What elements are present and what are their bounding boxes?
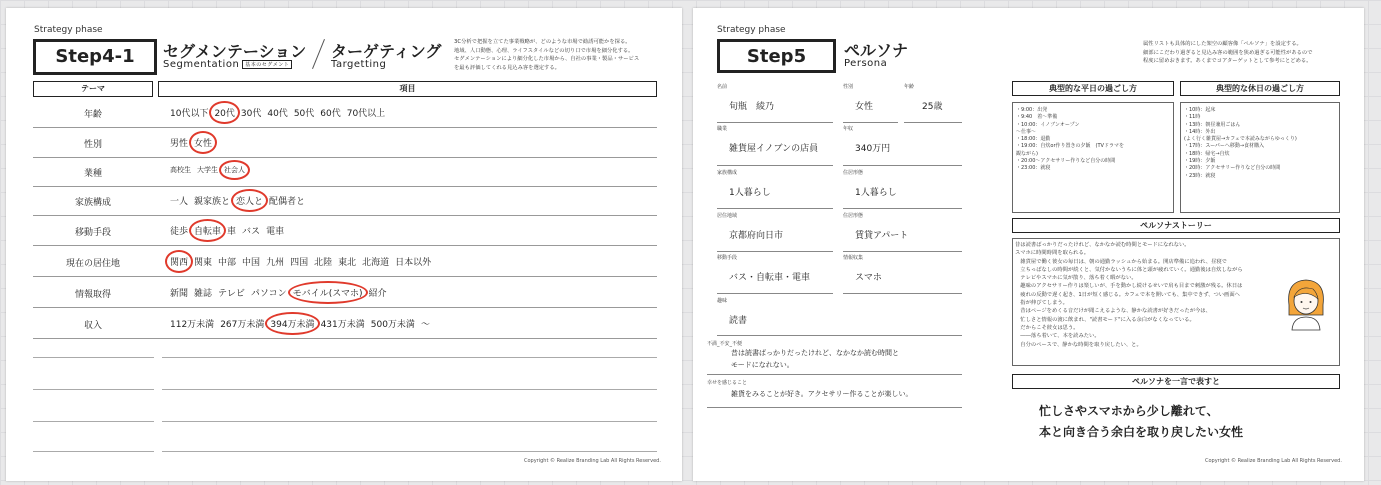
option: 431万未満 [320, 320, 365, 330]
weekday-item: ・19:00：自炊or作り置きの夕飯 (TVドラマを [1016, 143, 1124, 150]
story-line: ――落ち着いて、本を読みたい。 [1015, 333, 1100, 340]
row-options [170, 165, 251, 175]
weekday-schedule [1016, 107, 1124, 173]
option-selected: 自転車 [194, 224, 221, 237]
option: 大学生 [197, 166, 218, 174]
name-label: 名前 [717, 84, 728, 90]
page-description: 3C分析で把握を立てた事業戦略が、どのような市場で勧誘可能かを探る。 地域、人口動態、心理、ライフスタイルなどの切り口で市場を細分化する。 セグメンテーションにより細分化した市場から、自社の事業・製品・サービス を最も評価してくれる見込み客を選定する。 [454, 39, 640, 71]
subtitle-targeting: Targetting [331, 59, 387, 70]
age-value: 25歳 [922, 102, 943, 112]
story-line: 自分のペースで、静かな時間を取り戻したい、と。 [1015, 341, 1142, 348]
holiday-item: ・23時：就寝 [1184, 172, 1216, 179]
field-divider [717, 293, 833, 294]
story-line: 立ちっぱなしの時間が続くと、気付かないうちに体と頭が疲れていく。通勤後は自炊しながら [1015, 266, 1243, 273]
option: テレビ [218, 289, 245, 299]
row-options [170, 136, 218, 149]
option-selected: 関西 [170, 255, 188, 268]
info-label: 情報収集 [843, 255, 864, 261]
weekday-item: ・9:00：出発 [1016, 107, 1048, 113]
story-line: 指が伸びてしまう。 [1015, 300, 1068, 307]
empty-row-line [33, 421, 154, 422]
weekday-item: ・23:00：就寝 [1016, 165, 1051, 172]
story-line: テレビやスマホに気が散り、落ち着く暇がない。 [1015, 275, 1137, 282]
option: 一人 [170, 197, 189, 207]
field-divider [717, 335, 962, 336]
title-divider [312, 39, 325, 69]
story-box [1012, 238, 1340, 366]
field-divider [904, 122, 962, 123]
living-label: 住居形態 [843, 170, 864, 176]
option: 東北 [338, 258, 357, 268]
table-row [33, 157, 657, 187]
option: 中部 [218, 258, 237, 268]
option-selected: 394万未満 [270, 317, 314, 330]
holiday-item: ・11時 [1184, 114, 1201, 121]
weekday-item: ～仕事～ [1016, 128, 1037, 135]
empty-row-line [33, 451, 154, 452]
subtitle-segmentation: Segmentation 基本のセグメント [163, 59, 292, 70]
option-selected: 恋人と [236, 194, 263, 207]
row-label: 年齢 [83, 110, 102, 120]
holiday-item: (よく行く雑貨屋→カフェで本読みながらゆっくり) [1184, 136, 1297, 143]
empty-row-line [33, 389, 154, 390]
weekday-box [1012, 102, 1174, 213]
empty-row-line [162, 451, 657, 452]
holiday-item: ・17時：スーパーへ移動→食材購入 [1184, 143, 1265, 150]
weekday-item: ・10:00：イノブンオープン [1016, 121, 1080, 128]
option: 40代 [267, 109, 288, 119]
option: 〜 [420, 320, 430, 330]
option: 高校生 [170, 166, 191, 174]
happy-value: 雑貨をみることが好き。アクセサリー作ることが楽しい。 [731, 390, 913, 398]
option: バス [242, 227, 261, 237]
housing-value: 賃貸アパート [855, 231, 909, 241]
field-divider [843, 165, 962, 166]
phase-label: Strategy phase [717, 25, 786, 35]
empty-row-line [162, 357, 657, 358]
header-theme: テーマ [33, 81, 153, 97]
option-selected: 20代 [214, 106, 234, 119]
step-label: Step4-1 [33, 39, 157, 75]
oneword-title: ペルソナを一言で表すと [1012, 374, 1340, 389]
option: 電車 [266, 227, 285, 237]
field-divider [717, 208, 833, 209]
field-divider [707, 374, 962, 375]
weekday-title: 典型的な平日の過ごし方 [1012, 81, 1174, 96]
segmentation-worksheet-page [6, 8, 682, 481]
empty-row-line [162, 421, 657, 422]
holiday-item: ・18時：帰宅→自炊 [1184, 150, 1230, 157]
job-value: 雑貨屋イノブンの店員 [729, 144, 819, 154]
option: 男性 [170, 139, 189, 149]
weekday-item: ・9:40 着～準備 [1016, 114, 1058, 121]
option: 112万未満 [170, 320, 215, 330]
table-row [33, 216, 657, 246]
field-divider [717, 165, 833, 166]
story-text [1015, 241, 1265, 349]
copyright: Copyright © Realize Branding Lab All Rights Reserved. [524, 458, 661, 464]
transport-value: バス・自転車・電車 [729, 273, 811, 283]
table-row [33, 98, 657, 128]
holiday-title: 典型的な休日の過ごし方 [1180, 81, 1340, 96]
row-options [170, 317, 436, 330]
story-title: ペルソナストーリー [1012, 218, 1340, 233]
option: 車 [227, 227, 237, 237]
option: 日本以外 [395, 258, 432, 268]
row-label: 情報取得 [74, 290, 111, 300]
story-line: 雑貨屋で働く彼女の毎日は、朝の通勤ラッシュから始まる。開店準備に追われ、昼寝で [1015, 258, 1227, 265]
field-divider [717, 251, 833, 252]
family-label: 家族構成 [717, 170, 738, 176]
row-label: 移動手段 [74, 228, 111, 238]
worry-label: 不満_不安_不便 [707, 341, 743, 347]
worry-value: 昔は読書ばっかりだったけれど、なかなか読む時間と モードになれない。 [731, 349, 899, 369]
holiday-item: ・10時：起床 [1184, 107, 1216, 113]
basic-segment-badge: 基本のセグメント [242, 60, 292, 69]
option: 徒歩 [170, 227, 189, 237]
row-options [170, 194, 311, 207]
field-divider [717, 122, 833, 123]
page-description: 属性リストも具体的にした架空の顧客像「ペルソナ」を設定する。 細部にこだわり過ぎると見込み客の範囲を狭め過ぎる可能性があるので 程度に留めおきます。あくまでコアターゲットとして参考にとどめる。 [1143, 41, 1313, 64]
title-segmentation: セグメンテーション [163, 42, 307, 61]
residence-value: 京都府向日市 [729, 231, 784, 241]
option-selected: 社会人 [224, 166, 245, 174]
row-label: 性別 [83, 140, 102, 150]
title-persona: ペルソナ [844, 41, 909, 60]
option: 配偶者と [269, 197, 306, 207]
table-row [33, 278, 657, 308]
row-options [170, 255, 437, 268]
option: 九州 [266, 258, 285, 268]
living-value: 1人暮らし [855, 188, 897, 198]
story-line: 疲れの反動で遅く起き、1日が短く感じる。カフェで本を開いても、集中できず、つい画面へ [1015, 291, 1240, 298]
row-options [170, 286, 393, 299]
hobby-value: 読書 [729, 316, 748, 326]
hobby-label: 趣味 [717, 298, 728, 304]
option: 四国 [290, 258, 309, 268]
option: 30代 [240, 109, 262, 119]
option: 500万未満 [370, 320, 415, 330]
empty-row-line [33, 357, 154, 358]
option: 70代以上 [346, 109, 386, 119]
header-items: 項目 [158, 81, 657, 97]
title-targeting: ターゲティング [331, 42, 442, 61]
field-divider [843, 293, 962, 294]
option: 親家族と [194, 197, 231, 207]
row-label: 家族構成 [74, 198, 111, 208]
option: 紹介 [368, 289, 387, 299]
family-value: 1人暮らし [729, 188, 771, 198]
holiday-item: ・14時：外出 [1184, 128, 1216, 135]
subtitle-persona: Persona [844, 58, 888, 69]
transport-label: 移動手段 [717, 255, 738, 261]
option: 267万未満 [220, 320, 265, 330]
persona-worksheet-page [693, 8, 1364, 481]
option: パソコン [250, 289, 287, 299]
name-value: 旬瓶 綾乃 [729, 102, 775, 112]
weekday-item: ・18:00：退勤 [1016, 136, 1051, 143]
story-line: 趣味のアクセサリー作りは楽しいが、手を動かし続けるせいで肩も目まで刺激が残る。休日は [1015, 283, 1243, 290]
option: 北陸 [314, 258, 333, 268]
table-row [33, 186, 657, 216]
option: 50代 [293, 109, 315, 119]
weekday-item: 観ながら) [1016, 150, 1038, 157]
holiday-item: ・20時：アクセサリー作りなど自分の時間 [1184, 165, 1281, 172]
row-options [170, 224, 290, 237]
row-label: 収入 [83, 321, 102, 331]
income-label: 年収 [843, 126, 854, 132]
gender-value: 女性 [855, 102, 874, 112]
job-label: 職業 [717, 126, 728, 132]
field-divider [843, 208, 962, 209]
story-line: 昔は読書ばっかりだったけれど、なかなか読む時間とモードになれない。 [1015, 242, 1190, 248]
gender-label: 性別 [843, 84, 854, 90]
option-selected: 女性 [194, 136, 212, 149]
happy-label: 幸せを感じること [707, 380, 748, 386]
option: 中国 [242, 258, 261, 268]
empty-row-line [162, 389, 657, 390]
story-line: 忙しさと情報の渡に飲まれ、"読書モード"に入る余白がなくなっている。 [1015, 316, 1195, 323]
story-line: だからこそ彼女は思う。 [1015, 324, 1079, 331]
option: 関東 [194, 258, 213, 268]
info-value: スマホ [855, 273, 882, 283]
step-label: Step5 [717, 39, 836, 73]
phase-label: Strategy phase [34, 25, 103, 35]
option-selected: モバイル(スマホ) [293, 286, 363, 299]
option: 雑誌 [194, 289, 213, 299]
holiday-item: ・13時：朝昼兼用ごはん [1184, 121, 1241, 128]
field-divider [843, 251, 962, 252]
table-row [33, 247, 657, 277]
age-label: 年齢 [904, 84, 915, 90]
housing-label: 住居形態 [843, 213, 864, 219]
row-options [170, 106, 391, 119]
residence-label: 居住地域 [717, 213, 738, 219]
story-line: スマホに時間時間を取られる。 [1015, 250, 1090, 257]
copyright: Copyright © Realize Branding Lab All Rights Reserved. [1205, 458, 1342, 464]
row-label: 業種 [83, 169, 102, 179]
table-row [33, 309, 657, 339]
story-line: 昔はページをめくる音だけが聞こえるような、静かな読書が好きだったが今は、 [1015, 308, 1211, 315]
persona-illustration [1283, 275, 1329, 331]
weekday-item: ・20:00～アクセサリー作りなど自分の時間 [1016, 158, 1116, 165]
option: 60代 [320, 109, 341, 119]
holiday-box [1180, 102, 1340, 213]
option: 新聞 [170, 289, 189, 299]
row-label: 現在の居住地 [65, 259, 120, 269]
field-divider [707, 407, 962, 408]
field-divider [843, 122, 898, 123]
option: 10代以下 [170, 109, 209, 119]
holiday-item: ・19時：夕飯 [1184, 158, 1216, 165]
table-row [33, 128, 657, 158]
persona-catchphrase: 忙しさやスマホから少し離れて、 本と向き合う余白を取り戻したい女性 [1039, 404, 1244, 439]
holiday-schedule [1184, 107, 1297, 180]
option: 北海道 [362, 258, 390, 268]
income-value: 340万円 [855, 144, 891, 154]
